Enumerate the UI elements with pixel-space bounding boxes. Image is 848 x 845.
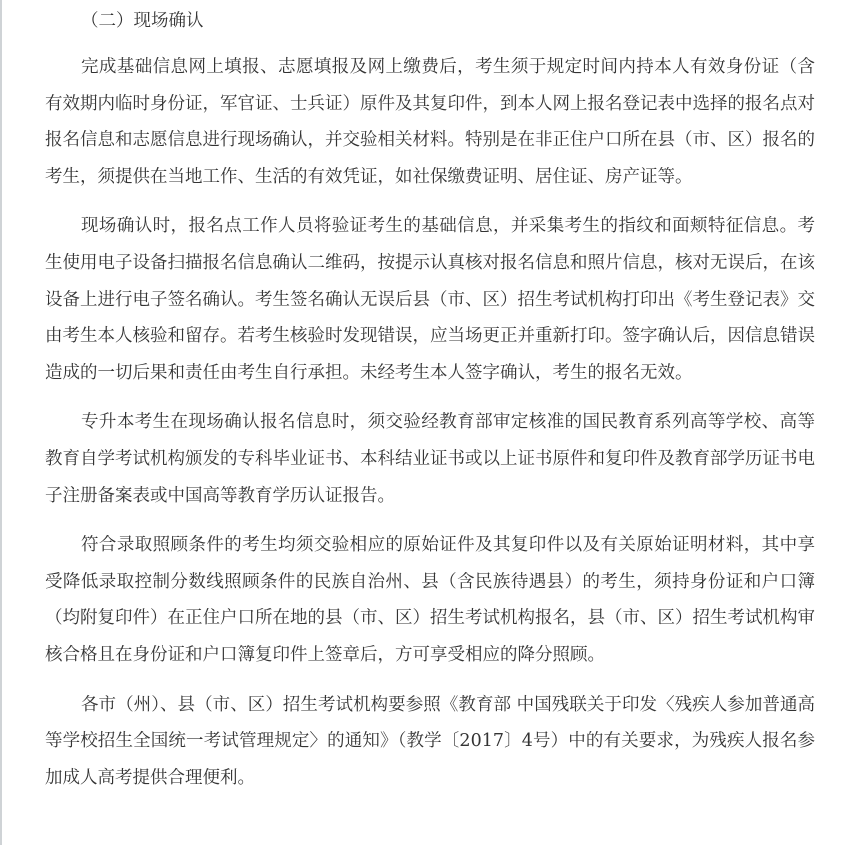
paragraph-online-registration: 完成基础信息网上填报、志愿填报及网上缴费后，考生须于规定时间内持本人有效身份证（含有效期内临时身份证，军官证、士兵证）原件及其复印件，到本人网上报名登记表中选择的报名点对报名信息和志愿信息进行现场确认，并交验相关材料。特别是在非正住户口所在县（市、区）报名的考生，须提供在当地工作、生活的有效凭证，如社保缴费证明、居住证、房产证等。 [45, 57, 815, 187]
paragraph-onsite-verification: 现场确认时，报名点工作人员将验证考生的基础信息，并采集考生的指纹和面颊特征信息。考生使用电子设备扫描报名信息确认二维码，按提示认真核对报名信息和照片信息，核对无误后，在该设备上进行电子签名确认。考生签名确认无误后县（市、区）招生考试机构打印出《考生登记表》交由考生本人核验和留存。若考生核验时发现错误，应当场更正并重新打印。签字确认后，因信息错误造成的一切后果和责任由考生自行承担。未经考生本人签字确认，考生的报名无效。 [45, 216, 815, 383]
document-body [45, 0, 815, 796]
paragraph-disabled-candidates: 各市（州）、县（市、区）招生考试机构要参照《教育部 中国残联关于印发〈残疾人参加普通高等学校招生全国统一考试管理规定〉的通知》（教学〔2017〕4号）中的有关要求，为残疾人报名参加成人高考提供合理便利。 [45, 694, 815, 788]
left-border-line [0, 0, 2, 845]
paragraph-upgrade-students: 专升本考生在现场确认报名信息时，须交验经教育部审定核准的国民教育系列高等学校、高等教育自学考试机构颁发的专科毕业证书、本科结业证书或以上证书原件和复印件及教育部学历证书电子注册备案表或中国高等教育学历认证报告。 [45, 412, 815, 506]
paragraph-admission-preference: 符合录取照顾条件的考生均须交验相应的原始证件及其复印件以及有关原始证明材料，其中享受降低录取控制分数线照顾条件的民族自治州、县（含民族待遇县）的考生，须持身份证和户口簿（均附复印件）在正住户口所在地的县（市、区）招生考试机构报名，县（市、区）招生考试机构审核合格且在身份证和户口簿复印件上签章后，方可享受相应的降分照顾。 [45, 535, 815, 665]
section-heading: （二）现场确认 [81, 11, 204, 31]
